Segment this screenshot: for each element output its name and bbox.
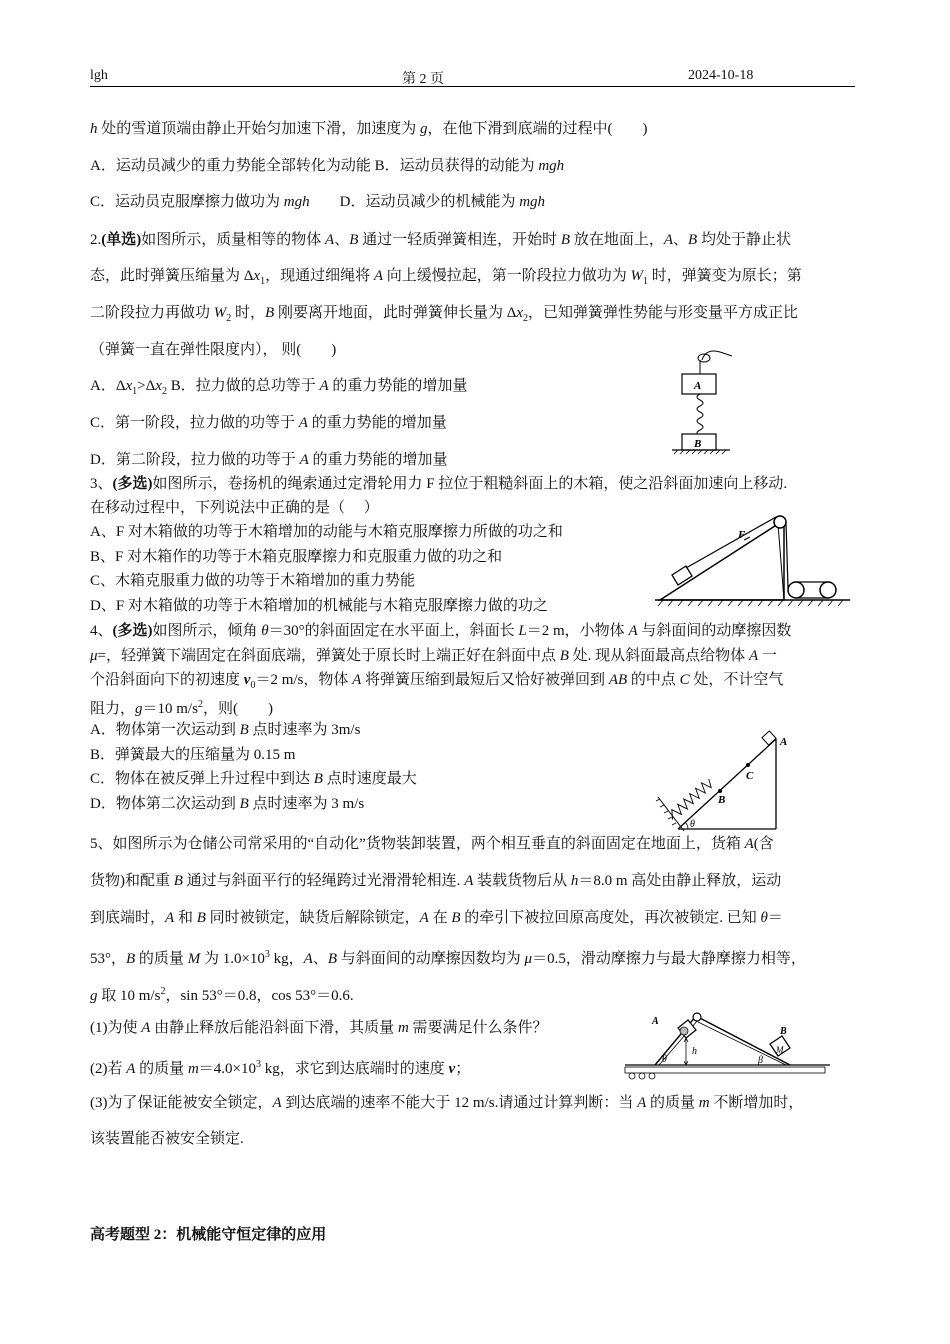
q5-double-incline-figure bbox=[620, 1010, 835, 1085]
q4-option-d: D．物体第二次运动到 B 点时速率为 3 m/s bbox=[90, 796, 365, 812]
q5-subquestion-3-cont: 该装置能否被安全锁定. bbox=[90, 1131, 244, 1147]
q4-stem-line1: 4、(多选)如图所示，倾角 θ＝30°的斜面固定在水平面上，斜面长 L＝2 m，小物体 A 与斜面间的动摩擦因数 bbox=[90, 623, 792, 639]
header-page-number: 第 2 页 bbox=[402, 72, 444, 87]
q5-label-b: B bbox=[780, 1026, 787, 1037]
q2-option-c: C．第一阶段，拉力做的功等于 A 的重力势能的增加量 bbox=[90, 415, 447, 431]
q5-label-m: M bbox=[776, 1045, 784, 1055]
q2-stem-line1: 2.(单选)如图所示，质量相等的物体 A、B 通过一轻质弹簧相连，开始时 B 放在地面上，A、B 均处于静止状 bbox=[90, 232, 791, 248]
q3-winch-drum bbox=[788, 582, 804, 598]
q4-label-c: C bbox=[746, 770, 754, 782]
q5-angle-theta: θ bbox=[662, 1054, 667, 1065]
q3-option-a: A、F 对木箱做的功等于木箱增加的动能与木箱克服摩擦力所做的功之和 bbox=[90, 524, 563, 540]
q4-incline-spring-figure bbox=[650, 725, 800, 835]
q4-spring bbox=[667, 778, 714, 822]
q2-spring bbox=[697, 394, 703, 436]
q5-subquestion-1: (1)为使 A 由静止释放后能沿斜面下滑，其质量 m 需要满足什么条件？ bbox=[90, 1020, 548, 1036]
q5-angle-beta: β bbox=[758, 1055, 763, 1066]
q5-stem-line4: 53°，B 的质量 M 为 $1.0\times 10^3$ kg，A、B 与斜面间的动摩擦因数均为 μ＝0.5，滑动摩擦力与最大静摩擦力相等， bbox=[90, 949, 806, 967]
section-heading: 高考题型 2：机械能守恒定律的应用 bbox=[90, 1227, 327, 1243]
q5-subquestion-3: (3)为了保证能被安全锁定，A 到达底端的速率不能大于 12 m/s.请通过计算判断：当 A 的质量 m 不断增加时， bbox=[90, 1095, 804, 1111]
q5-height-label: h bbox=[692, 1046, 697, 1057]
q5-stem-line3: 到底端时，A 和 B 同时被锁定，缺货后解除锁定，A 在 B 的牵引下被拉回原高度处，再次被锁定. 已知 θ＝ bbox=[90, 910, 783, 926]
header-date: 2024-10-18 bbox=[688, 68, 754, 83]
q2-option-d: D．第二阶段，拉力做的功等于 A 的重力势能的增加量 bbox=[90, 452, 448, 468]
q2-stem-line3: 二阶段拉力再做功 $W_2$ 时，B 刚要离开地面，此时弹簧伸长量为 $\Delta x_2$，已知弹簧弹性势能与形变量平方成正比 bbox=[90, 305, 799, 324]
q4-option-b: B．弹簧最大的压缩量为 0.15 m bbox=[90, 747, 296, 763]
q5-stem-line2: 货物)和配重 B 通过与斜面平行的轻绳跨过光滑滑轮相连. A 装载货物后从 h＝8.0 m 高处由静止释放，运动 bbox=[90, 873, 782, 889]
q2-block-b-label: B bbox=[694, 438, 702, 450]
header-rule bbox=[90, 86, 855, 87]
q4-label-a: A bbox=[780, 736, 788, 748]
q3-stem-line2: 在移动过程中，下列说法中正确的是（ ） bbox=[90, 500, 379, 516]
q5-subquestion-2: (2)若 A 的质量 $m=4.0\times 10^3$ kg，求它到达底端时的速度 v； bbox=[90, 1059, 471, 1077]
q4-option-a: A．物体第一次运动到 B 点时速率为 3m/s bbox=[90, 722, 361, 738]
q3-force-label: F bbox=[738, 529, 746, 541]
q3-option-b: B、F 对木箱作的功等于木箱克服摩擦力和克服重力做的功之和 bbox=[90, 549, 503, 565]
q3-option-d: D、F 对木箱做的功等于木箱增加的机械能与木箱克服摩擦力做的功之 bbox=[90, 598, 548, 614]
q3-incline-figure bbox=[650, 510, 850, 610]
q4-stem-line4: 阻力，g＝10 $m/s^2$，则( ) bbox=[90, 699, 273, 717]
q3-option-c: C、木箱克服重力做的功等于木箱增加的重力势能 bbox=[90, 573, 416, 589]
q3-stem-line1: 3、(多选)如图所示，卷扬机的绳索通过定滑轮用力 F 拉位于粗糙斜面上的木箱，使之沿斜面加速向上移动. bbox=[90, 476, 788, 492]
q2-stem-line4: （弹簧一直在弹性限度内）， 则( ) bbox=[90, 342, 337, 358]
q1-stem: h 处的雪道顶端由静止开始匀加速下滑，加速度为 g，在他下滑到底端的过程中( ) bbox=[90, 121, 648, 137]
q4-angle-label: θ bbox=[690, 819, 695, 830]
q5-stem-line1: 5、如图所示为仓储公司常采用的“自动化”货物装卸装置，两个相互垂直的斜面固定在地面上，货箱 A(含 bbox=[90, 836, 774, 852]
q2-option-ab: A．$\Delta x_1>\Delta x_2$ B．拉力做的总功等于 A 的重力势能的增加量 bbox=[90, 378, 468, 397]
q1-options-ab: A．运动员减少的重力势能全部转化为动能 B．运动员获得的动能为 mgh bbox=[90, 158, 565, 174]
q2-block-a-label: A bbox=[694, 380, 702, 392]
q4-option-c: C．物体在被反弹上升过程中到达 B 点时速度最大 bbox=[90, 771, 417, 787]
q2-spring-figure bbox=[670, 340, 750, 455]
q5-label-a: A bbox=[652, 1016, 659, 1027]
q5-stem-line5: g 取 10 $m/s^2$，sin 53°＝0.8，cos 53°＝0.6. bbox=[90, 986, 354, 1004]
header-left: lgh bbox=[90, 68, 108, 83]
q4-label-b: B bbox=[718, 794, 726, 806]
q2-stem-line2: 态，此时弹簧压缩量为 $\Delta x_1$，现通过细绳将 A 向上缓慢拉起，第一阶段拉力做功为 $W_1$ 时，弹簧变为原长；第 bbox=[90, 268, 802, 287]
q4-stem-line3: 个沿斜面向下的初速度 $v_0=2$ m/s，物体 A 将弹簧压缩到最短后又恰好被弹回到 AB 的中点 C 处，不计空气 bbox=[90, 672, 784, 691]
q4-stem-line2: μ=，轻弹簧下端固定在斜面底端，弹簧处于原长时上端正好在斜面中点 B 处. 现从斜面最高点给物体 A 一 bbox=[90, 648, 777, 664]
q1-options-cd: C．运动员克服摩擦力做功为 mgh D．运动员减少的机械能为 mgh bbox=[90, 194, 546, 210]
